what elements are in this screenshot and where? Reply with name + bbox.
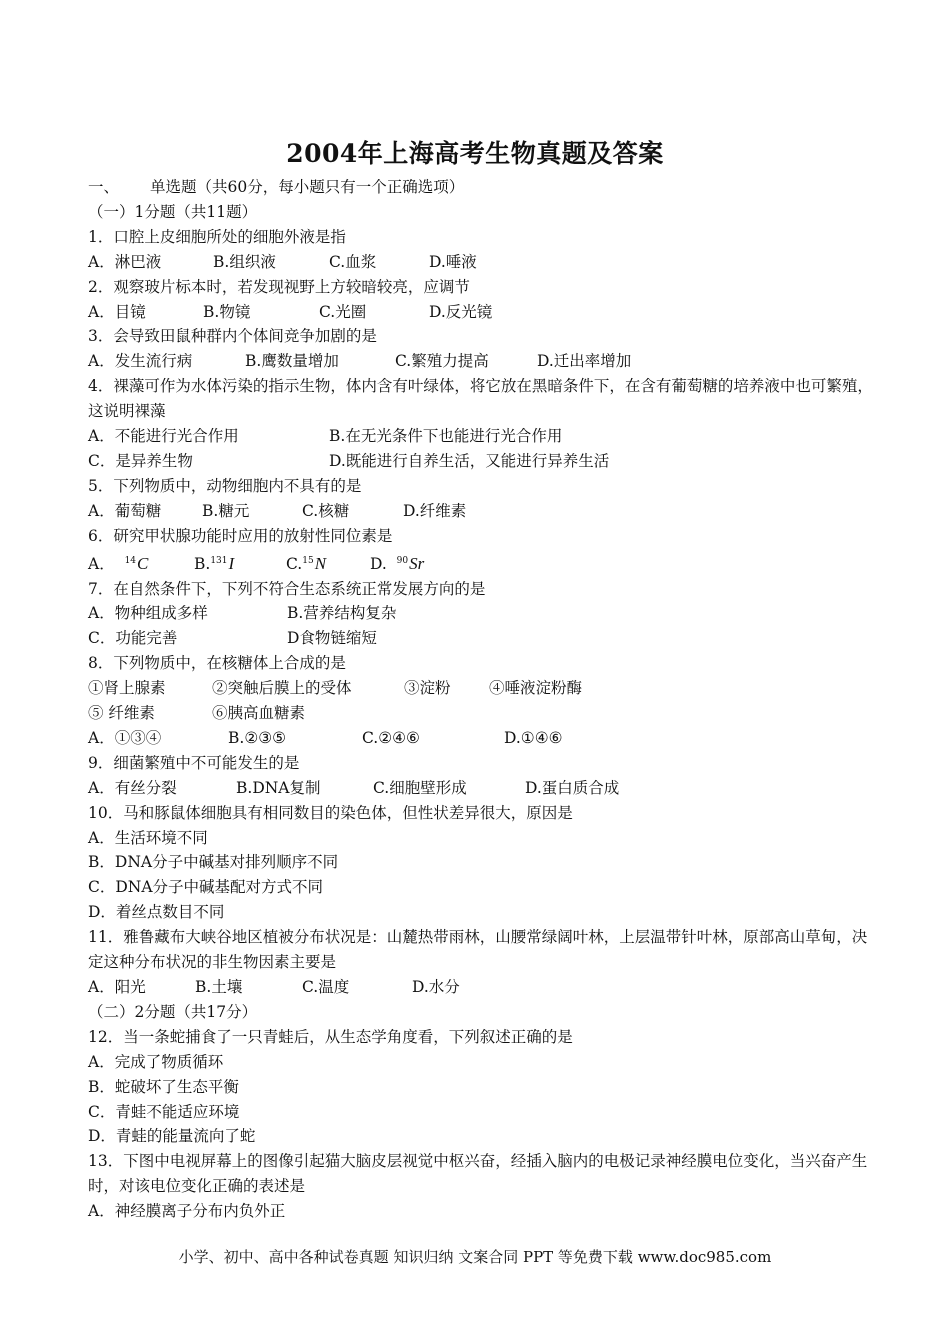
question-11: 11．雅鲁藏布大峡谷地区植被分布状况是：山麓热带雨林，山腰常绿阔叶林，上层温带针叶林，原部高山草甸，决定这种分布状况的非生物因素主要是	[88, 928, 868, 972]
option-a: A．淋巴液	[88, 252, 162, 271]
option-c: C.光圈	[319, 302, 367, 321]
question-8: 8．下列物质中，在核糖体上合成的是	[88, 654, 346, 673]
option-d: D. $^{90}$Sr	[370, 553, 425, 573]
question-9: 9．细菌繁殖中不可能发生的是	[88, 753, 300, 772]
question-4-options-row1	[88, 424, 878, 449]
question-10: 10．马和豚鼠体细胞具有相同数目的染色体，但性状差异很大，原因是	[88, 803, 573, 822]
option-b: B.在无光条件下也能进行光合作用	[329, 427, 563, 446]
option-d: D食物链缩短	[287, 629, 377, 648]
question-4: 4．裸藻可作为水体污染的指示生物，体内含有叶绿体，将它放在黑暗条件下，在含有葡萄糖的培养液中也可繁殖，这说明裸藻	[88, 377, 873, 421]
option-b: B.物镜	[203, 302, 251, 321]
option-c: C.细胞壁形成	[373, 778, 467, 797]
question-4-options-row2	[88, 449, 878, 474]
option-d: D.蛋白质合成	[525, 778, 620, 797]
option-d: D.迁出率增加	[537, 352, 632, 371]
option-b: B.土壤	[195, 978, 243, 996]
question-7-options-row1	[88, 601, 878, 626]
option-a: A．神经膜离子分布内负外正	[88, 1202, 286, 1221]
option-a: A．发生流行病	[88, 352, 193, 371]
option-b: B.营养结构复杂	[287, 604, 397, 623]
option-b: B.组织液	[213, 252, 276, 271]
option-b: B．蛇破坏了生态平衡	[88, 1077, 239, 1096]
option-a: A．目镜	[88, 302, 146, 321]
option-c: C．青蛙不能适应环境	[88, 1102, 240, 1121]
question-7-options-row2	[88, 626, 878, 651]
option-b: B.糖元	[202, 501, 250, 520]
question-9-options	[88, 776, 878, 801]
question-1: 1．口腔上皮细胞所处的细胞外液是指	[88, 227, 346, 246]
page-title: 2004年上海高考生物真题及答案	[286, 139, 664, 168]
question-5-options	[88, 499, 878, 524]
option-a: A．有丝分裂	[88, 778, 177, 797]
item-6: ⑥胰高血糖素	[212, 704, 306, 723]
option-b: B.②③⑤	[228, 728, 287, 747]
option-c: C.$^{15}$N	[286, 553, 327, 573]
option-d: D.①④⑥	[504, 728, 563, 747]
item-3: ③淀粉	[404, 679, 451, 698]
item-4: ④唾液淀粉酶	[489, 679, 583, 698]
question-2: 2．观察玻片标本时，若发现视野上方较暗较亮，应调节	[88, 277, 470, 296]
question-1-options	[88, 250, 878, 275]
option-c: C.②④⑥	[362, 728, 420, 747]
option-d: D.纤维素	[403, 501, 467, 520]
question-2-options	[88, 300, 878, 325]
option-a: A．葡萄糖	[88, 501, 162, 520]
item-1: ①肾上腺素	[88, 679, 166, 698]
option-c: C.温度	[302, 978, 350, 996]
option-a: A．阳光	[88, 978, 146, 996]
option-c: C．DNA分子中碱基配对方式不同	[88, 878, 324, 897]
item-2: ②突触后膜上的受体	[212, 679, 352, 698]
question-12: 12．当一条蛇捕食了一只青蛙后，从生态学角度看，下列叙述正确的是	[88, 1027, 573, 1046]
question-3-options	[88, 349, 878, 374]
option-c: C．功能完善	[88, 629, 178, 648]
option-d: D．青蛙的能量流向了蛇	[88, 1127, 256, 1146]
option-d: D.反光镜	[429, 302, 493, 321]
option-a: A．不能进行光合作用	[88, 427, 239, 446]
option-d: D.唾液	[429, 252, 477, 271]
option-c: C．是异养生物	[88, 451, 193, 470]
question-3: 3．会导致田鼠种群内个体间竞争加剧的是	[88, 327, 377, 346]
question-7: 7．在自然条件下，下列不符合生态系统正常发展方向的是	[88, 579, 486, 598]
option-b: B.$^{131}$I	[194, 553, 235, 573]
option-d: D.水分	[412, 978, 460, 996]
question-8-options	[88, 726, 878, 751]
question-8-items-row2	[88, 701, 878, 726]
option-b: B.DNA复制	[236, 778, 321, 797]
option-d: D．着丝点数目不同	[88, 903, 225, 922]
question-6: 6．研究甲状腺功能时应用的放射性同位素是	[88, 526, 393, 545]
question-8-items-row1	[88, 676, 878, 701]
option-a: A．物种组成多样	[88, 604, 208, 623]
option-c: C.核糖	[302, 501, 350, 520]
option-c: C.繁殖力提高	[395, 352, 489, 371]
option-a: A．①③④	[88, 728, 162, 747]
page-footer: 小学、初中、高中各种试卷真题 知识归纳 文案合同 PPT 等免费下载 www.doc985.com	[178, 1248, 772, 1266]
question-5: 5．下列物质中，动物细胞内不具有的是	[88, 476, 362, 495]
question-11-options	[88, 975, 878, 1000]
option-a: A． $^{14}$C	[88, 553, 149, 573]
exam-content	[88, 175, 878, 1224]
option-b: B.鹰数量增加	[245, 352, 339, 371]
option-a: A．生活环境不同	[88, 828, 208, 847]
item-5: ⑤ 纤维素	[88, 704, 155, 723]
option-b: B．DNA分子中碱基对排列顺序不同	[88, 853, 339, 872]
part-heading-2: （二）2分题（共17分）	[88, 1002, 258, 1021]
option-d: D.既能进行自养生活，又能进行异养生活	[329, 451, 610, 470]
part-heading-1: （一）1分题（共11题）	[88, 202, 258, 221]
option-c: C.血浆	[329, 252, 377, 271]
section-heading: 一、 单选题（共60分，每小题只有一个正确选项）	[88, 178, 465, 196]
question-6-options	[88, 549, 878, 577]
question-13: 13．下图中电视屏幕上的图像引起猫大脑皮层视觉中枢兴奋，经插入脑内的电极记录神经膜电位变化，当兴奋产生时，对该电位变化正确的表述是	[88, 1152, 868, 1196]
option-a: A．完成了物质循环	[88, 1052, 224, 1071]
